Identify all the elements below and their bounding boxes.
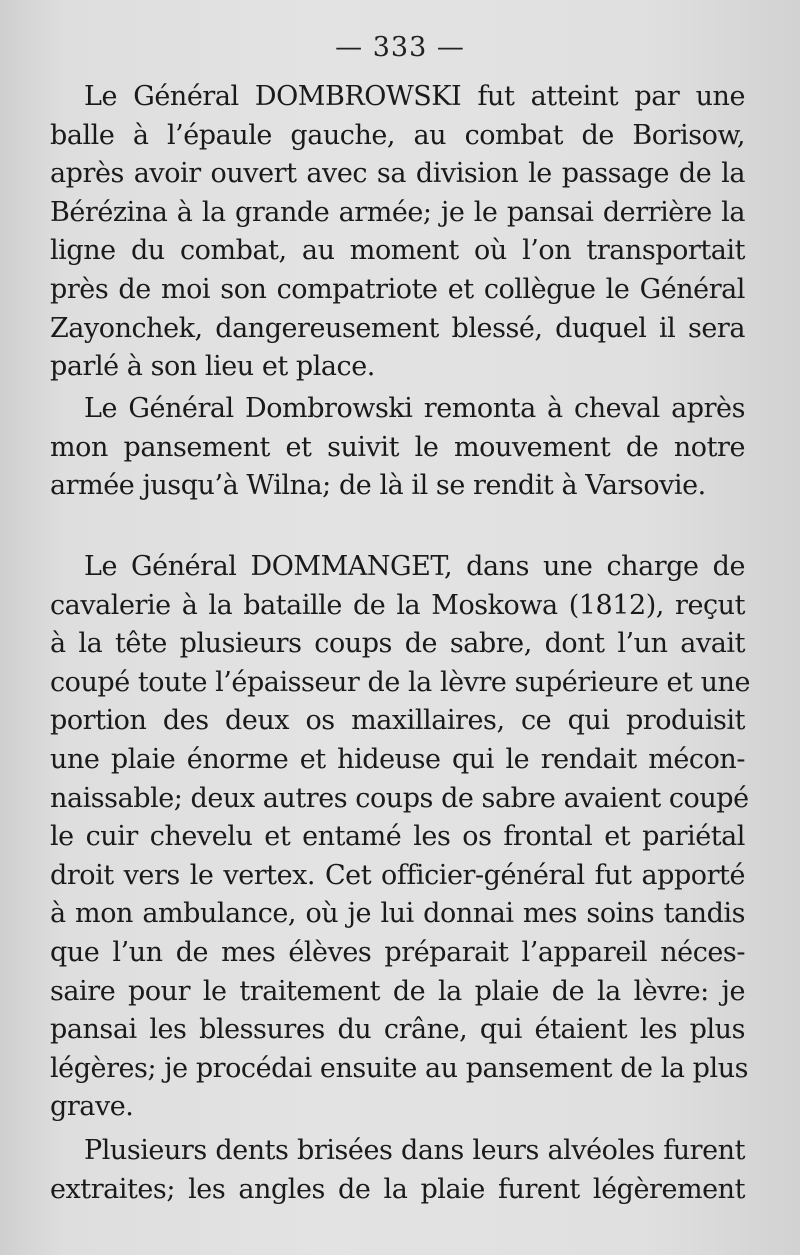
text-line: à mon ambulance, où je lui donnai mes soins tandis <box>50 898 745 930</box>
text-line: le cuir chevelu et entamé les os frontal et pariétal <box>50 821 745 853</box>
paragraph-dombrowski-return <box>50 390 745 506</box>
text-line: à la tête plusieurs coups de sabre, dont l’un avait <box>50 628 745 660</box>
text-line: extraites; les angles de la plaie furent légèrement <box>50 1173 745 1205</box>
text-line: grave. <box>50 1091 134 1123</box>
paragraph-teeth-extraction <box>50 1132 745 1209</box>
text-line: une plaie énorme et hideuse qui le rendait mécon- <box>50 743 745 775</box>
text-line: Le Général Dombrowski remonta à cheval après <box>84 393 745 424</box>
paragraph-dommanget-wound <box>50 548 750 1127</box>
text-line: que l’un de mes élèves préparait l’appareil néces- <box>50 936 745 968</box>
text-line: balle à l’épaule gauche, au combat de Borisow, <box>50 119 745 151</box>
text-line: saire pour le traitement de la plaie de la lèvre: je <box>50 975 745 1007</box>
text-line: naissable; deux autres coups de sabre avaient coupé <box>50 782 749 814</box>
text-line: coupé toute l’épaisseur de la lèvre supérieure et une <box>50 666 750 698</box>
text-line: près de moi son compatriote et collègue le Général <box>50 273 745 305</box>
text-line: armée jusqu’à Wilna; de là il se rendit à Varsovie. <box>50 470 706 502</box>
text-line: pansai les blessures du crâne, qui étaient les plus <box>50 1014 745 1046</box>
text-line: Bérézina à la grande armée; je le pansai derrière la <box>50 196 745 228</box>
text-line: droit vers le vertex. Cet officier-général fut apporté <box>50 859 745 891</box>
text-line: ligne du combat, au moment où l’on transportait <box>50 235 745 267</box>
text-line: après avoir ouvert avec sa division le passage de la <box>50 158 745 190</box>
text-line: Le Général DOMBROWSKI fut atteint par une <box>84 81 745 112</box>
text-line: Zayonchek, dangereusement blessé, duquel il sera <box>50 312 745 344</box>
text-line: Le Général DOMMANGET, dans une charge de <box>84 551 745 582</box>
paragraph-dombrowski-wound <box>50 78 745 387</box>
text-line: mon pansement et suivit le mouvement de notre <box>50 431 745 463</box>
text-line: parlé à son lieu et place. <box>50 351 375 383</box>
text-line: Plusieurs dents brisées dans leurs alvéoles furent <box>84 1135 745 1166</box>
text-line: cavalerie à la bataille de la Moskowa (1812), reçut <box>50 589 745 621</box>
page-number: — 333 — <box>335 32 465 63</box>
text-line: portion des deux os maxillaires, ce qui produisit <box>50 705 745 737</box>
text-line: légères; je procédai ensuite au pansement de la plus <box>50 1052 749 1084</box>
